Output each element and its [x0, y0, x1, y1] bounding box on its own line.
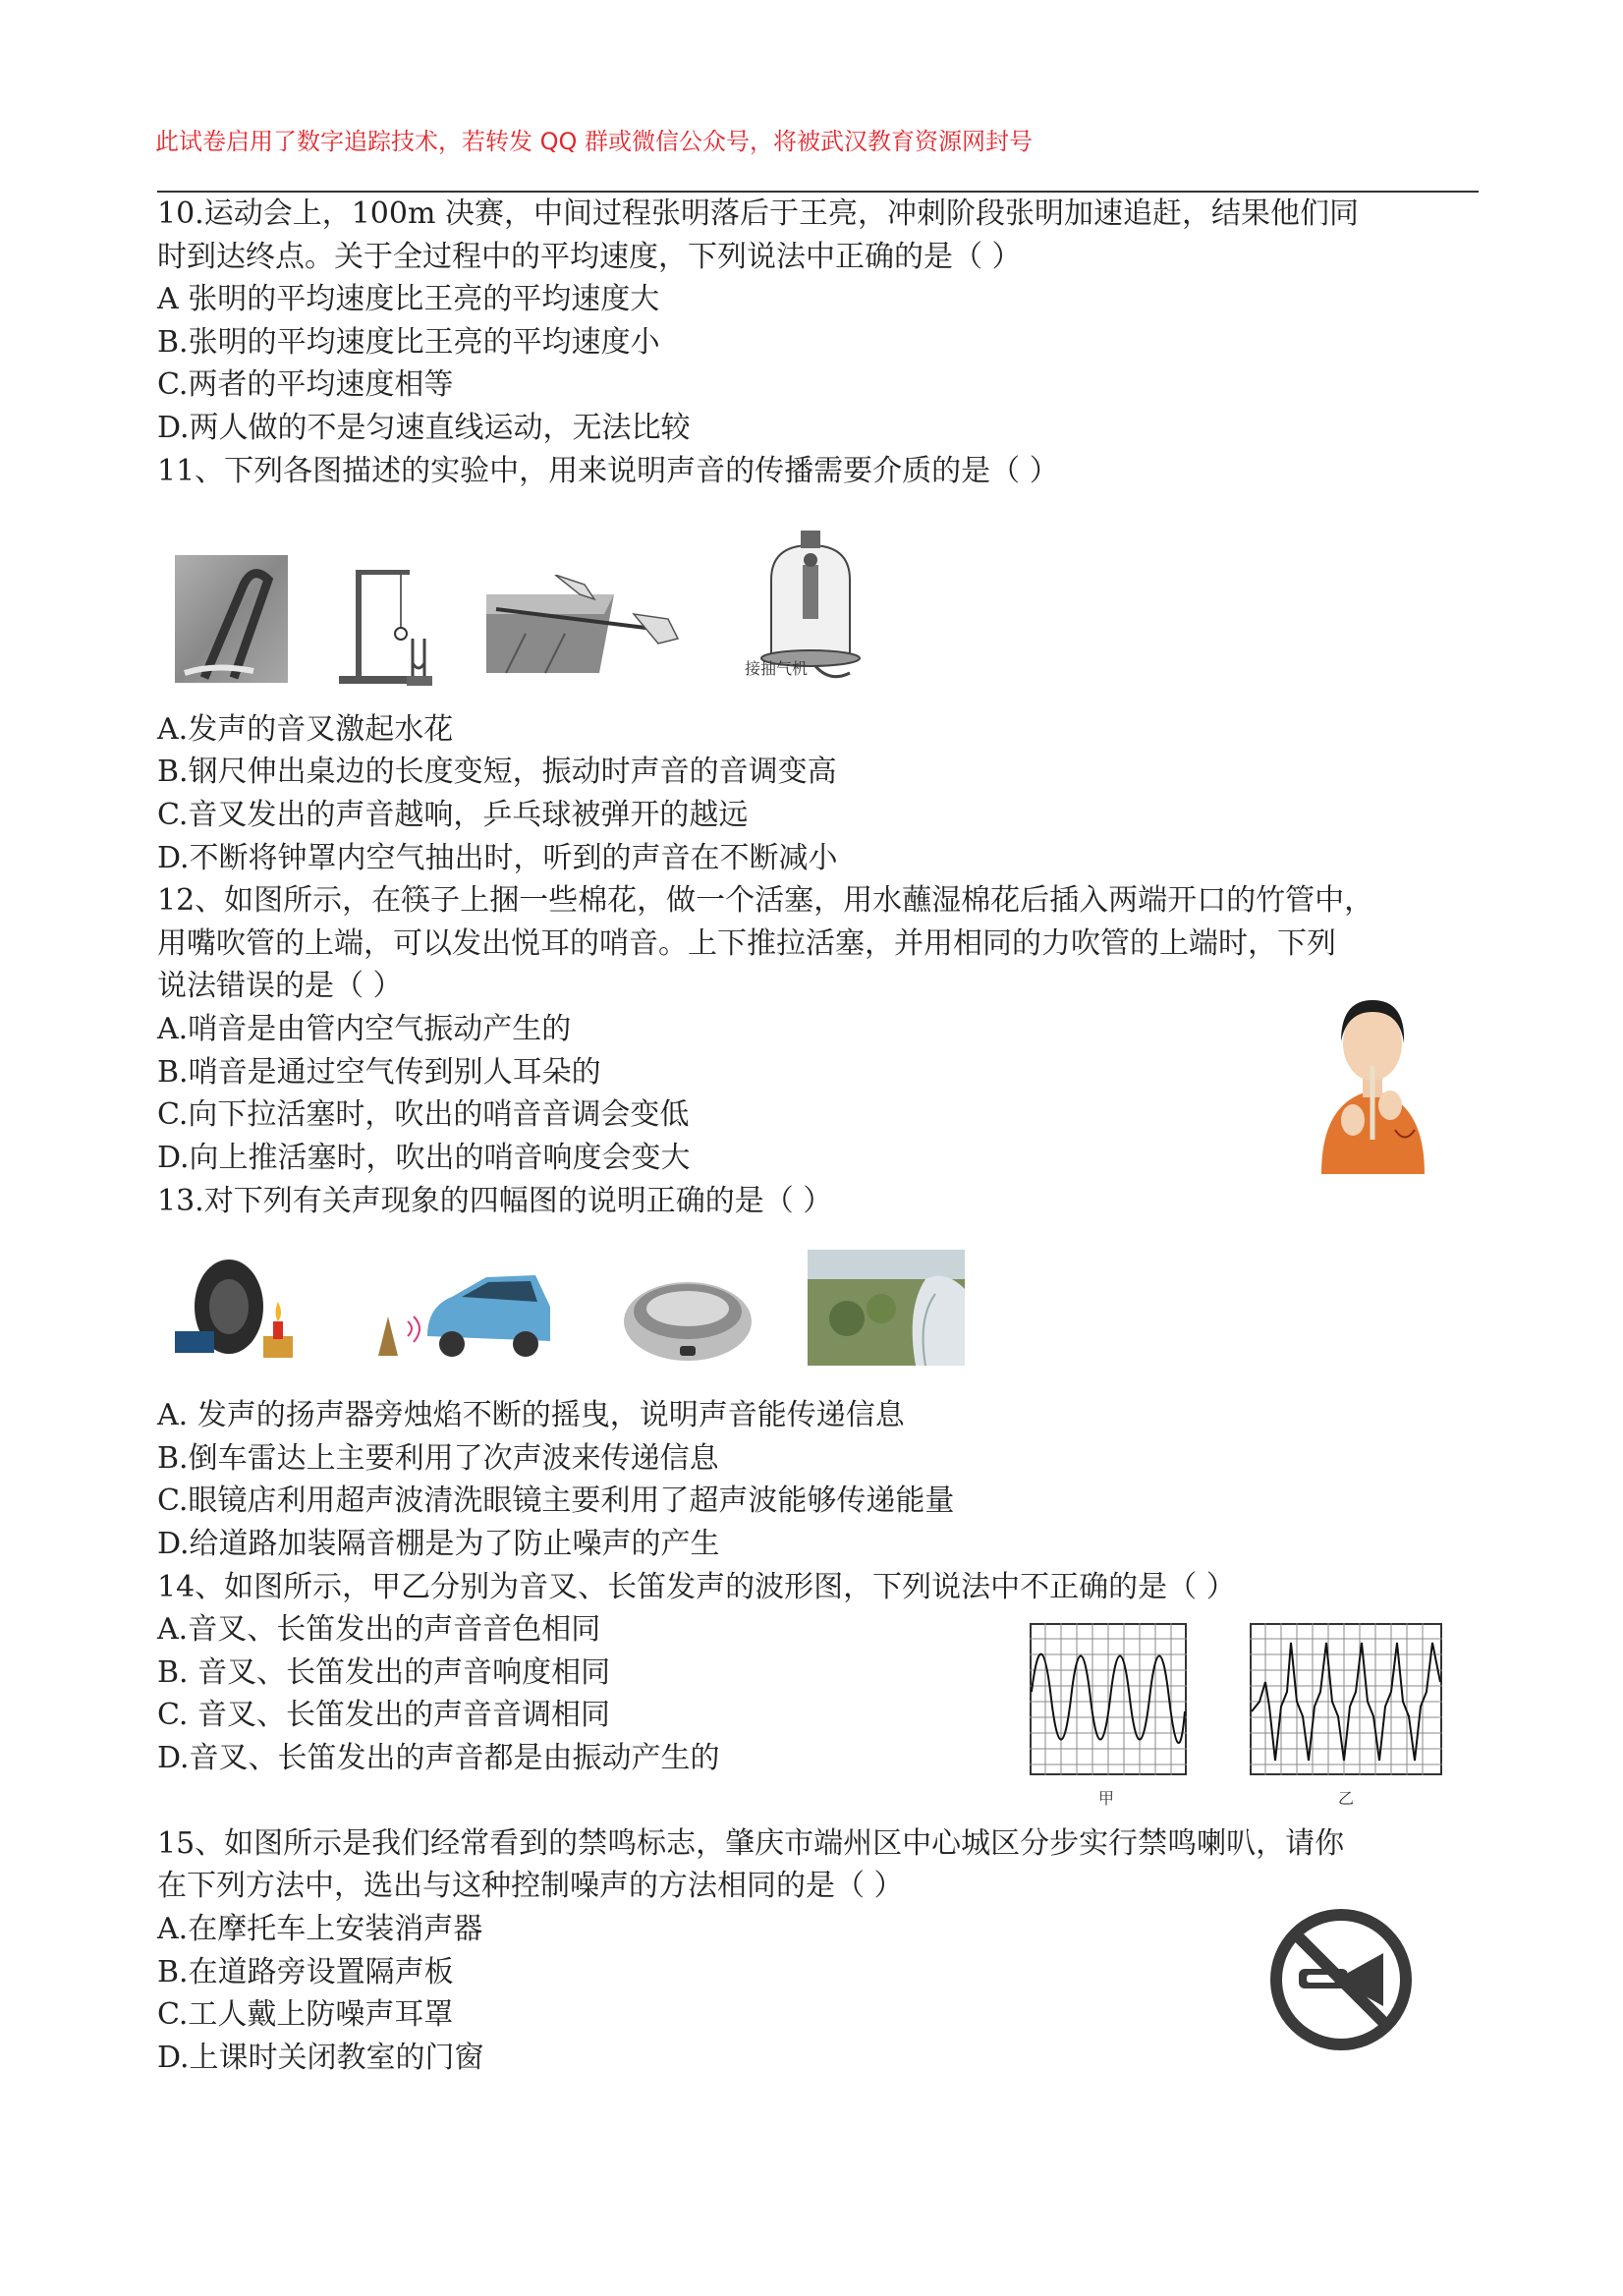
- q12-option-c: C.向下拉活塞时，吹出的哨音音调会变低: [157, 1097, 690, 1132]
- q13-option-c: C.眼镜店利用超声波清洗眼镜主要利用了超声波能够传递能量: [157, 1484, 955, 1518]
- q10-option-a: A 张明的平均速度比王亮的平均速度大: [157, 282, 660, 316]
- waveform-tuning-fork: [1030, 1623, 1187, 1775]
- q14-stem: 14、如图所示，甲乙分别为音叉、长笛发声的波形图，下列说法中不正确的是（ ）: [157, 1570, 1236, 1604]
- q15-option-d: D.上课时关闭教室的门窗: [157, 2041, 484, 2075]
- waveform-flute: [1250, 1623, 1442, 1775]
- q12-option-a: A.哨音是由管内空气振动产生的: [157, 1012, 572, 1046]
- q13-option-d: D.给道路加装隔音棚是为了防止噪声的产生: [157, 1527, 720, 1561]
- q13-option-a: A. 发声的扬声器旁烛焰不断的摇曳，说明声音能传递信息: [157, 1398, 905, 1432]
- q10-stem-line2: 时到达终点。关于全过程中的平均速度，下列说法中正确的是（ ）: [157, 240, 1022, 274]
- steel-ruler-desk-figure: [486, 575, 683, 683]
- q14-option-b: B. 音叉、长笛发出的声音响度相同: [157, 1655, 611, 1690]
- q13-stem: 13.对下列有关声现象的四幅图的说明正确的是（ ）: [157, 1184, 833, 1218]
- q15-stem-line2: 在下列方法中，选出与这种控制噪声的方法相同的是（ ）: [157, 1869, 904, 1903]
- waveform-label-jia: 甲: [1098, 1789, 1115, 1808]
- q14-option-d: D.音叉、长笛发出的声音都是由振动产生的: [157, 1741, 720, 1775]
- vacuum-pump-caption: 接抽气机: [745, 659, 809, 678]
- parking-radar-car-figure: [368, 1267, 555, 1366]
- q15-option-a: A.在摩托车上安装消声器: [157, 1912, 483, 1946]
- girl-playing-whistle-figure: [1302, 982, 1444, 1174]
- no-horn-sign-icon: [1267, 1906, 1415, 2053]
- tracking-notice: 此试卷启用了数字追踪技术，若转发 QQ 群或微信公众号，将被武汉教育资源网封号: [155, 128, 1034, 155]
- q15-stem-line1: 15、如图所示是我们经常看到的禁鸣标志，肇庆市端州区中心城区分步实行禁鸣喇叭，请你: [157, 1826, 1345, 1861]
- q12-option-b: B.哨音是通过空气传到别人耳朵的: [157, 1055, 601, 1090]
- header-divider: [157, 191, 1479, 193]
- speaker-candle-figure: [165, 1253, 303, 1361]
- q14-option-a: A.音叉、长笛发出的声音音色相同: [157, 1612, 601, 1647]
- q12-stem-line1: 12、如图所示，在筷子上捆一些棉花，做一个活塞，用水蘸湿棉花后插入两端开口的竹管中，: [157, 883, 1374, 918]
- ultrasonic-cleaner-figure: [619, 1267, 756, 1366]
- q11-option-a: A.发声的音叉激起水花: [157, 712, 454, 747]
- q15-option-c: C.工人戴上防噪声耳罩: [157, 1997, 454, 2032]
- q10-option-b: B.张明的平均速度比王亮的平均速度小: [157, 325, 660, 360]
- q13-option-b: B.倒车雷达上主要利用了次声波来传递信息: [157, 1441, 719, 1476]
- q11-option-b: B.钢尺伸出桌边的长度变短，振动时声音的音调变高: [157, 755, 837, 789]
- tuning-fork-water-figure: [175, 555, 288, 683]
- q14-option-c: C. 音叉、长笛发出的声音音调相同: [157, 1698, 610, 1732]
- q12-stem-line2: 用嘴吹管的上端，可以发出悦耳的哨音。上下推拉活塞，并用相同的力吹管的上端时，下列: [157, 926, 1336, 961]
- q10-stem-line1: 10.运动会上，100m 决赛，中间过程张明落后于王亮，冲刺阶段张明加速追赶，结果他们同: [157, 196, 1359, 231]
- pingpong-tuning-fork-figure: [334, 560, 442, 688]
- q10-option-d: D.两人做的不是匀速直线运动，无法比较: [157, 411, 691, 445]
- q11-option-c: C.音叉发出的声音越响，乒乓球被弹开的越远: [157, 798, 749, 832]
- q11-option-d: D.不断将钟罩内空气抽出时，听到的声音在不断减小: [157, 841, 838, 875]
- q12-option-d: D.向上推活塞时，吹出的哨音响度会变大: [157, 1141, 691, 1175]
- q10-option-c: C.两者的平均速度相等: [157, 367, 454, 402]
- waveform-label-yi: 乙: [1338, 1789, 1355, 1808]
- q12-stem-line3: 说法错误的是（ ）: [157, 969, 403, 1003]
- q15-option-b: B.在道路旁设置隔声板: [157, 1955, 454, 1989]
- noise-barrier-road-figure: [808, 1250, 965, 1366]
- q11-stem: 11、下列各图描述的实验中，用来说明声音的传播需要介质的是（ ）: [157, 454, 1059, 488]
